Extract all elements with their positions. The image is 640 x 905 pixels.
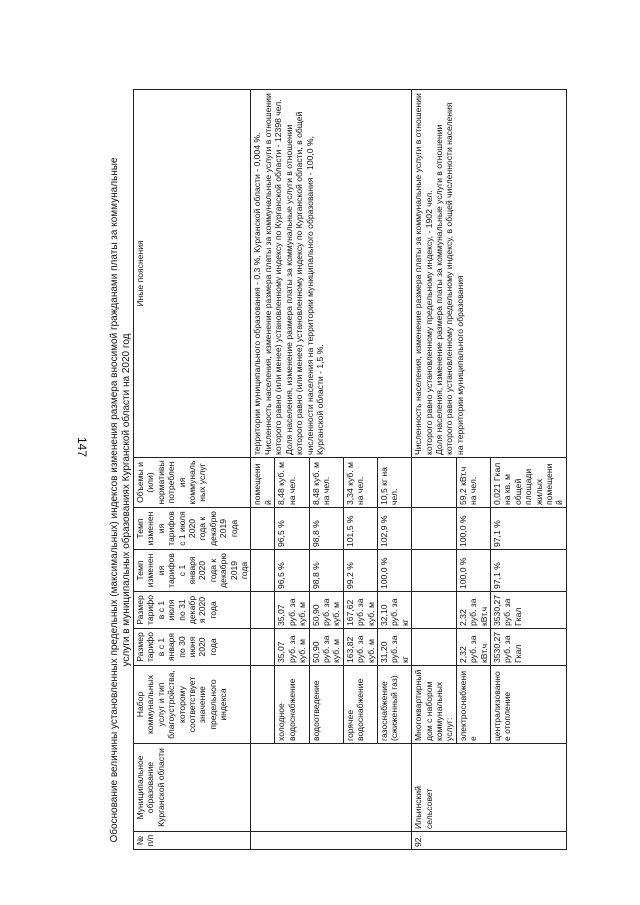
notes-cell: [251, 90, 412, 458]
growth-cell: 96,5 %: [275, 508, 309, 550]
growth-cell: 101,5 %: [343, 508, 377, 550]
service-cell: холодное водоснабжение: [275, 666, 309, 744]
growth-cell: 98,8 %: [309, 550, 343, 592]
num-cell: 92.: [412, 832, 567, 850]
header-num: № п/п: [134, 832, 251, 850]
service-cell: водоотведение: [309, 666, 343, 744]
index-table: [133, 89, 567, 850]
growth-cell: 97,1 %: [491, 508, 567, 550]
growth-cell: 100,0 %: [456, 508, 490, 550]
volume-cell: помещений: [251, 458, 275, 508]
note-text: территории муниципального образования - 0,3 %, Курганской области - 0,004 %.: [252, 132, 263, 455]
header-services: Набор коммунальных услуг и тип благоустройства, которому соответствует значение предельного индекса: [134, 666, 251, 744]
growth-cell: 98,8 %: [309, 508, 343, 550]
num-cell: [251, 832, 412, 850]
header-row: [134, 90, 251, 850]
tariff-cell: 50,90 руб. за куб. м: [309, 629, 343, 666]
service-cell: Многоквартирный дом с набором коммунальных услуг:: [412, 666, 457, 744]
volume-cell: 10,5 кг на чел.: [377, 458, 411, 508]
page-number: 147: [75, 437, 89, 458]
service-cell: электроснабжение: [456, 666, 490, 744]
note-text: Численность населения, изменение размера платы за коммунальные услуги в отношении которого равно установленному предельному индексу, - 1902 чел.: [413, 93, 434, 455]
tariff-cell: 50,90 руб. за куб. м: [309, 592, 343, 629]
volume-cell: 59,2 кВт.ч на чел.: [456, 458, 490, 508]
growth-cell: 99,2 %: [343, 550, 377, 592]
tariff-cell: 35,07 руб. за куб. м: [275, 629, 309, 666]
note-text: Численность населения, изменение размера платы за коммунальные услуги в отношении которого равно (или менее) установленному индексу по Курганской области - 12398 чел. Доля населения, изменение размера платы за коммунальные услуги в отношении которого равно (или менее) установленному индексу по Курганской области, в общей численности населения на территории муниципального образования - 100,0 %, Курганской области - 1,5 %.: [262, 93, 325, 455]
tariff-cell: 167,62 руб. за куб. м: [343, 592, 377, 629]
tariff-cell: 3530,27 руб. за Гкал: [491, 592, 567, 629]
header-growth-jul: Темп изменения тарифов с 1 июля 2020 года к декабрю 2019 года: [134, 508, 251, 550]
document-title: Обоснование величины установленных предельных (максимальных) индексов изменения размера вносимой гражданами платы за коммунальные услуги в муниципальных образованиях Курганской области на 2020 год: [109, 157, 132, 843]
header-municipality: Муниципальное образование Курганской области: [134, 744, 251, 832]
tariff-cell: 3530,27 руб. за Гкал: [491, 629, 567, 666]
table-row: [251, 90, 275, 850]
header-tariff-jul: Размер тарифов с 1 июля по 31 декабря 2020 года: [134, 592, 251, 629]
tariff-cell: 163,82 руб. за куб. м: [343, 629, 377, 666]
volume-cell: 3,34 куб. м на чел.: [343, 458, 377, 508]
municipality-cell: [251, 744, 412, 832]
tariff-cell: 32,10 руб. за кг: [377, 592, 411, 629]
tariff-cell: 2,32 руб. за кВт.ч: [456, 629, 490, 666]
header-tariff-jan: Размер тарифов с 1 января по 30 июня 2020 года: [134, 629, 251, 666]
volume-cell: 8,48 куб. м на чел.: [275, 458, 309, 508]
header-growth-jan: Темп изменения тарифов с 1 января 2020 года к декабрю 2019 года: [134, 550, 251, 592]
growth-cell: 96,5 %: [275, 550, 309, 592]
service-cell: [251, 666, 275, 744]
tariff-cell: 2,32 руб. за кВт.ч: [456, 592, 490, 629]
header-volumes: Объемы и (или) нормативы потребления коммунальных услуг: [134, 458, 251, 508]
growth-cell: 100,0 %: [456, 550, 490, 592]
tariff-cell: 35,07 руб. за куб. м: [275, 592, 309, 629]
tariff-cell: 31,20 руб. за кг: [377, 629, 411, 666]
table-row: [412, 90, 457, 850]
note-text: Доля населения, изменение размера платы за коммунальные услуги в отношении которого равно установленному предельному индексу, в общей численности населения на территории муниципального образования: [433, 102, 465, 455]
rotated-page: [106, 0, 616, 905]
service-cell: газоснабжение (сжиженный газ): [377, 666, 411, 744]
municipality-cell: Ильинский сельсовет: [412, 744, 567, 832]
growth-cell: 97,1 %: [491, 550, 567, 592]
volume-cell: 8,48 куб. м на чел.: [309, 458, 343, 508]
notes-cell: [412, 90, 567, 458]
service-cell: централизованное отопление: [491, 666, 567, 744]
growth-cell: 102,9 %: [377, 508, 411, 550]
volume-cell: 0,021 Гкал на кв. м общей площади жилых помещений: [491, 458, 567, 508]
growth-cell: 100,0 %: [377, 550, 411, 592]
service-cell: горячее водоснабжение: [343, 666, 377, 744]
header-notes: Иные пояснения: [134, 90, 251, 458]
